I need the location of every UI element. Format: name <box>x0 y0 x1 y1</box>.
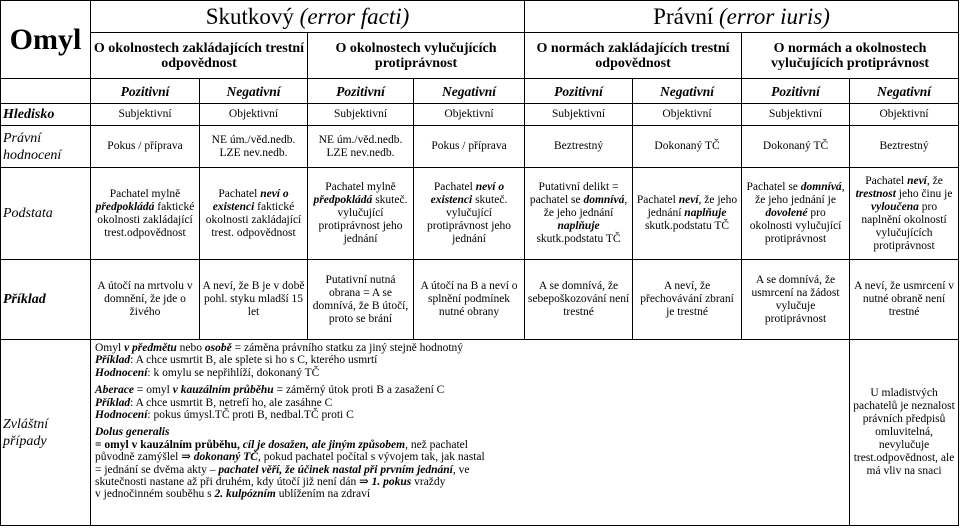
row-label-podstata: Podstata <box>1 168 91 260</box>
podstata-cell: Pachatel neví o existenci faktické okolnosti zakládající trest. odpovědnost <box>200 168 308 260</box>
hledisko-cell: Subjektivní <box>308 104 414 126</box>
polarity-5: Pozitivní <box>525 79 633 104</box>
podstata-cell: Putativní delikt = pachatel se domnívá, že jeho jednání naplňuje skutk.podstatu TČ <box>525 168 633 260</box>
row-label-zvlastni-pripady: Zvláštní případy <box>1 340 91 526</box>
hledisko-cell: Subjektivní <box>91 104 200 126</box>
polarity-3: Pozitivní <box>308 79 414 104</box>
podstata-cell: Pachatel neví, že trestnost jeho činu je vyloučena pro naplnění okolností vylučujících protiprávnost <box>850 168 959 260</box>
special-cases-text <box>91 340 850 526</box>
hledisko-cell: Objektivní <box>850 104 959 126</box>
podstata-cell: Pachatel neví o existenci skuteč. vylučující protiprávnost jeho jednání <box>414 168 525 260</box>
polarity-6: Negativní <box>633 79 742 104</box>
priklad-cell: A útočí na mrtvolu v domnění, že jde o živého <box>91 260 200 340</box>
hledisko-cell: Subjektivní <box>742 104 850 126</box>
podstata-cell: Pachatel neví, že jeho jednání naplňuje skutk.podstatu TČ <box>633 168 742 260</box>
hledisko-cell: Objektivní <box>633 104 742 126</box>
polarity-2: Negativní <box>200 79 308 104</box>
omyl-title: Omyl <box>1 1 91 79</box>
pravni-cell: Beztrestný <box>850 126 959 168</box>
hledisko-cell: Objektivní <box>200 104 308 126</box>
priklad-cell: A neví, že usmrcení v nutné obraně není trestné <box>850 260 959 340</box>
group-law-liability: O normách zakládajících trestní odpovědnost <box>525 33 742 79</box>
group-fact-justification: O okolnostech vylučujících protiprávnost <box>308 33 525 79</box>
pravni-cell: NE úm./věd.nedb. LZE nev.nedb. <box>200 126 308 168</box>
podstata-cell: Pachatel mylně předpokládá faktické okolnosti zakládající trest.odpovědnost <box>91 168 200 260</box>
law-title: Právní (error iuris) <box>525 1 959 33</box>
special-case-dolus-generalis: Dolus generalis = omyl v kauzálním průběhu, cíl je dosažen, ale jiným způsobem, než pachatel původně zamýšlel ⇒ dokonaný TČ, pokud pachatel počítal s vývojem tak, jak nastal = jednání se dvěma akty – pachatel věří, že účinek nastal při prvním jednání, ve skutečnosti nastane až při druhém, kdy útočí již není dán ⇒ 1. pokus vraždy v jednočinném souběhu s 2. kulpózním ublížením na zdraví <box>95 426 485 501</box>
group-fact-liability: O okolnostech zakládajících trestní odpovědnost <box>91 33 308 79</box>
priklad-cell: A neví, že přechovávání zbraní je trestné <box>633 260 742 340</box>
polarity-8: Negativní <box>850 79 959 104</box>
group-law-justification: O normách a okolnostech vylučujících protiprávnost <box>742 33 959 79</box>
pravni-cell: Beztrestný <box>525 126 633 168</box>
row-label-pravni-hodnoceni: Právní hodnocení <box>1 126 91 168</box>
juvenile-note: U mladistvých pachatelů je neznalost právních předpisů omluvitelná, nevylučuje trest.odpovědnost, ale má vliv na snaci <box>850 340 959 526</box>
priklad-cell: A se domnívá, že usmrcení na žádost vylučuje protiprávnost <box>742 260 850 340</box>
priklad-cell: A se domnívá, že sebepoškozování není trestné <box>525 260 633 340</box>
priklad-cell: A neví, že B je v době pohl. styku mladší 15 let <box>200 260 308 340</box>
polarity-4: Negativní <box>414 79 525 104</box>
special-case-object: Omyl v předmětu nebo osobě = záměna právního statku za jiný stejně hodnotný Příklad: A chce usmrtit B, ale splete si ho s C, kterého usmrtí Hodnocení: k omylu se nepřihlíží, dokonaný TČ <box>95 342 464 379</box>
pravni-cell: Dokonaný TČ <box>633 126 742 168</box>
hledisko-cell: Subjektivní <box>525 104 633 126</box>
blank-corner <box>1 79 91 104</box>
pravni-cell: NE úm./věd.nedb. LZE nev.nedb. <box>308 126 414 168</box>
priklad-cell: A útočí na B a neví o splnění podmínek nutné obrany <box>414 260 525 340</box>
podstata-cell: Pachatel se domnívá, že jeho jednání je dovolené pro okolnosti vylučující protiprávnost <box>742 168 850 260</box>
priklad-cell: Putativní nutná obrana = A se domnívá, že B útočí, proto se brání <box>308 260 414 340</box>
polarity-7: Pozitivní <box>742 79 850 104</box>
pravni-cell: Dokonaný TČ <box>742 126 850 168</box>
pravni-cell: Pokus / příprava <box>91 126 200 168</box>
special-case-aberration: Aberace = omyl v kauzálním průběhu = záměrný útok proti B a zasažení C Příklad: A chce usmrtit B, netrefí ho, ale zasáhne C Hodnocení: pokus úmysl.TČ proti B, nedbal.TČ proti C <box>95 384 445 422</box>
podstata-cell: Pachatel mylně předpokládá skuteč. vylučující protiprávnost jeho jednání <box>308 168 414 260</box>
polarity-1: Pozitivní <box>91 79 200 104</box>
hledisko-cell: Objektivní <box>414 104 525 126</box>
pravni-cell: Pokus / příprava <box>414 126 525 168</box>
fact-title: Skutkový (error facti) <box>91 1 525 33</box>
row-label-hledisko: Hledisko <box>1 104 91 126</box>
row-label-priklad: Příklad <box>1 260 91 340</box>
